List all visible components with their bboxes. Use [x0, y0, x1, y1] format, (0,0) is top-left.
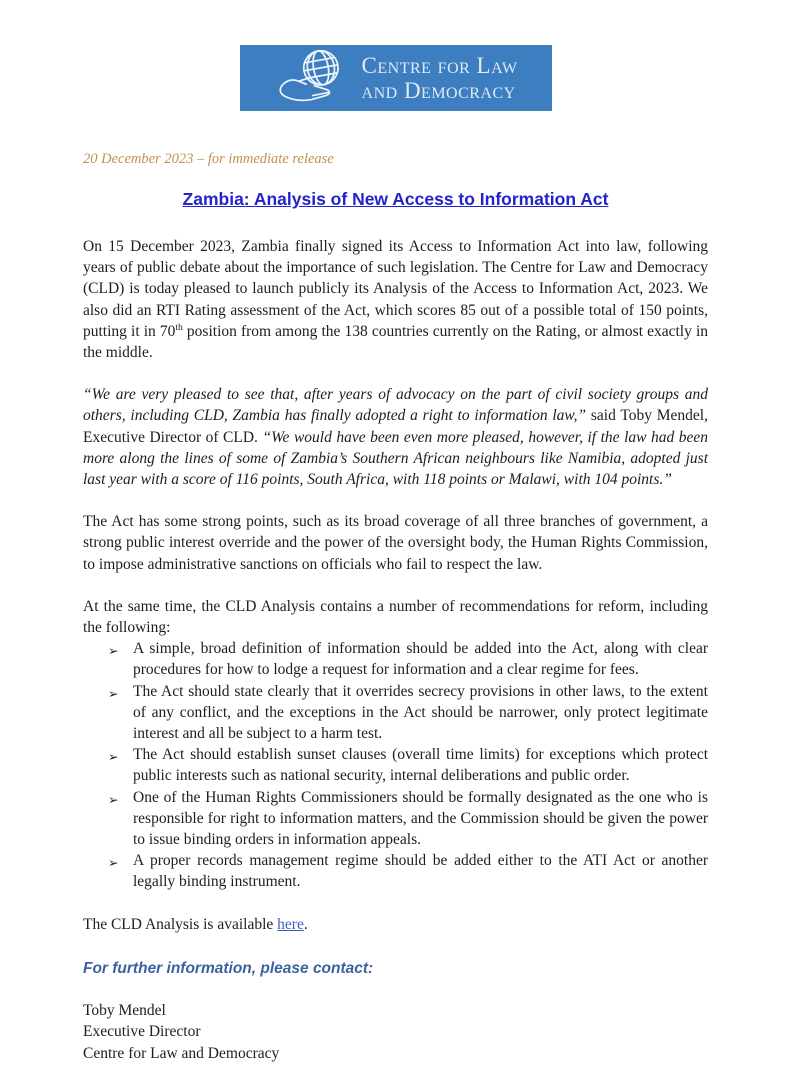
paragraph [83, 914, 708, 935]
paragraph [83, 596, 708, 638]
text-run: The CLD Analysis is available [83, 915, 278, 933]
paragraph [83, 384, 708, 490]
release-date-line: 20 December 2023 – for immediate release [83, 151, 334, 167]
logo-line-1: Centre for Law [361, 53, 518, 78]
bullet-arrow-icon: ➢ [108, 643, 119, 659]
text-run: At the same time, the CLD Analysis contains a number of recommendations for reform, including the following: [83, 597, 708, 637]
paragraph [83, 511, 708, 575]
signature-line: Executive Director [83, 1023, 201, 1041]
bullet-arrow-icon: ➢ [108, 685, 119, 701]
bullet-text: One of the Human Rights Commissioners should be formally designated as the one who is responsible for right to information matters, and the Commission should be given the power to issue binding orders in information appeals. [133, 788, 708, 849]
text-run: The Act has some strong points, such as its broad coverage of all three branches of government, a strong public interest override and the power of the oversight body, the Human Rights Commission, to impose administrative sanctions on officials who fail to respect the law. [83, 513, 708, 573]
bullet-item [83, 850, 708, 892]
bullet-arrow-icon: ➢ [108, 855, 119, 871]
bullet-text: A simple, broad definition of information should be added into the Act, along with clear procedures for how to lodge a request for information and a clear regime for fees. [133, 640, 708, 679]
bullet-item [83, 744, 708, 786]
analysis-here-link[interactable]: here [277, 915, 304, 933]
bullet-item [83, 787, 708, 851]
text-run: On 15 December 2023, Zambia finally signed its Access to Information Act into law, following years of public debate about the importance of such legislation. The Centre for Law and Democracy (CLD) is today pleased to launch publicly its Analysis of the Access to Information Act, 2023. We also did an RTI Rating assessment of the Act, which scores 85 out of a possible total of 150 points, putting it in 70 [83, 238, 708, 340]
bullet-arrow-icon: ➢ [108, 791, 119, 807]
text-run: . [303, 915, 308, 933]
document-title-link[interactable]: Zambia: Analysis of New Access to Information Act [182, 189, 609, 209]
text-run: position from among the 138 countries currently on the Rating, or almost exactly in the middle. [83, 322, 708, 362]
bullet-item [83, 681, 708, 745]
text-run: said Toby Mendel, Executive Director of CLD. [83, 407, 708, 446]
recommendations-list [83, 638, 708, 892]
contact-heading [83, 958, 708, 979]
text-run: “We would have been even more pleased, however, if the law had been more along the lines of some of Zambia’s Southern African neighbours like Namibia, adopted just last year with a score of 116 points, South Africa, with 118 points or Malawi, with 104 points.” [83, 428, 708, 489]
bullet-item [83, 638, 708, 680]
press-release-page [0, 45, 791, 1069]
bullet-text: A proper records management regime should be added either to the ATI Act or another legally binding instrument. [133, 852, 708, 891]
paragraph [83, 236, 708, 363]
logo-wordmark [362, 53, 518, 103]
bullet-text: The Act should establish sunset clauses (overall time limits) for exceptions which protect public interests such as national security, internal deliberations and public order. [133, 746, 708, 785]
signature-block [83, 1000, 708, 1064]
signature-line: Toby Mendel [83, 1002, 166, 1020]
bullet-arrow-icon: ➢ [108, 749, 119, 765]
superscript: th [175, 321, 183, 333]
text-run: For further information, please contact: [83, 959, 374, 977]
hand-globe-icon [274, 45, 358, 112]
bullet-text: The Act should state clearly that it overrides secrecy provisions in other laws, to the extent of any conflict, and the exceptions in the Act should be narrower, only protect legitimate interest and all be subject to a harm test. [133, 682, 708, 743]
signature-line: Centre for Law and Democracy [83, 1044, 280, 1062]
cld-logo [240, 45, 552, 111]
logo-line-2: and Democracy [361, 78, 516, 103]
article-body [83, 236, 708, 1064]
text-run: “We are very pleased to see that, after years of advocacy on the part of civil society groups and others, including CLD, Zambia has finally adopted a right to information law,” [83, 386, 708, 425]
